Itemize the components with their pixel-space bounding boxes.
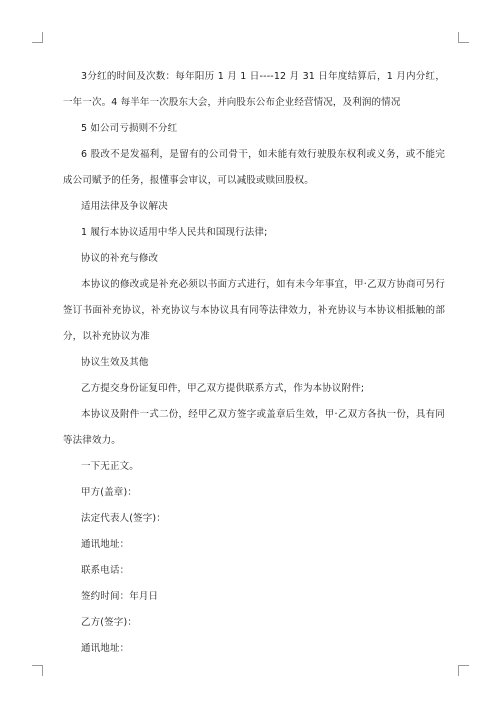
field-phone: 联系电话： [81, 565, 130, 576]
paragraph-share-reform: 6 股改不是发福利，是留有的公司骨干，如未能有效行驶股东权利或义务，或不能完成公司赋予的任务，报懂事会审议，可以减股或赎回股权。 [63, 149, 445, 186]
field-signing-date: 签约时间：年月日 [81, 591, 159, 602]
paragraph-law-clause: 1 履行本协议适用中华人民共和国现行法律; [81, 227, 268, 238]
document-body [63, 64, 445, 662]
field-legal-representative: 法定代表人(签字)： [81, 513, 166, 524]
crop-mark-top-left [32, 32, 43, 43]
paragraph-modification-clause: 本协议的修改或是补充必须以书面方式进行，如有未今年事宜，甲·乙双方协商可另行签订书面补充协议，补充协议与本协议具有同等法律效力，补充协议与本协议相抵触的部分，以补充协议为准 [63, 279, 445, 342]
field-party-b-signature: 乙方(签字)： [81, 617, 137, 628]
paragraph-id-copy: 乙方提交身份证复印件，甲乙双方提供联系方式，作为本协议附件; [81, 383, 365, 394]
paragraph-dividend-timing: 3分红的时间及次数：每年阳历 1 月 1 日----12 月 31 日年度结算后，1 月内分红，一年一次。4 每半年一次股东大会，并向股东公布企业经营情况，及利润的情况 [63, 71, 445, 108]
heading-applicable-law: 适用法律及争议解决 [81, 201, 168, 212]
crop-mark-bottom-right [458, 665, 469, 676]
crop-mark-bottom-left [32, 665, 43, 676]
heading-supplement-modification: 协议的补充与修改 [81, 253, 159, 264]
field-address-b: 通讯地址： [81, 643, 130, 654]
paragraph-end-of-text: 一下无正文。 [81, 461, 139, 472]
field-address-a: 通讯地址： [81, 539, 130, 550]
paragraph-no-dividend-on-loss: 5 如公司亏损则不分红 [81, 123, 178, 134]
heading-effectiveness: 协议生效及其他 [81, 357, 149, 368]
field-party-a-seal: 甲方(盖章)： [81, 487, 137, 498]
crop-mark-top-right [458, 32, 469, 43]
paragraph-copies: 本协议及附件一式二份，经甲乙双方签字或盖章后生效，甲·乙双方各执一份，具有同等法律效力。 [63, 409, 445, 446]
